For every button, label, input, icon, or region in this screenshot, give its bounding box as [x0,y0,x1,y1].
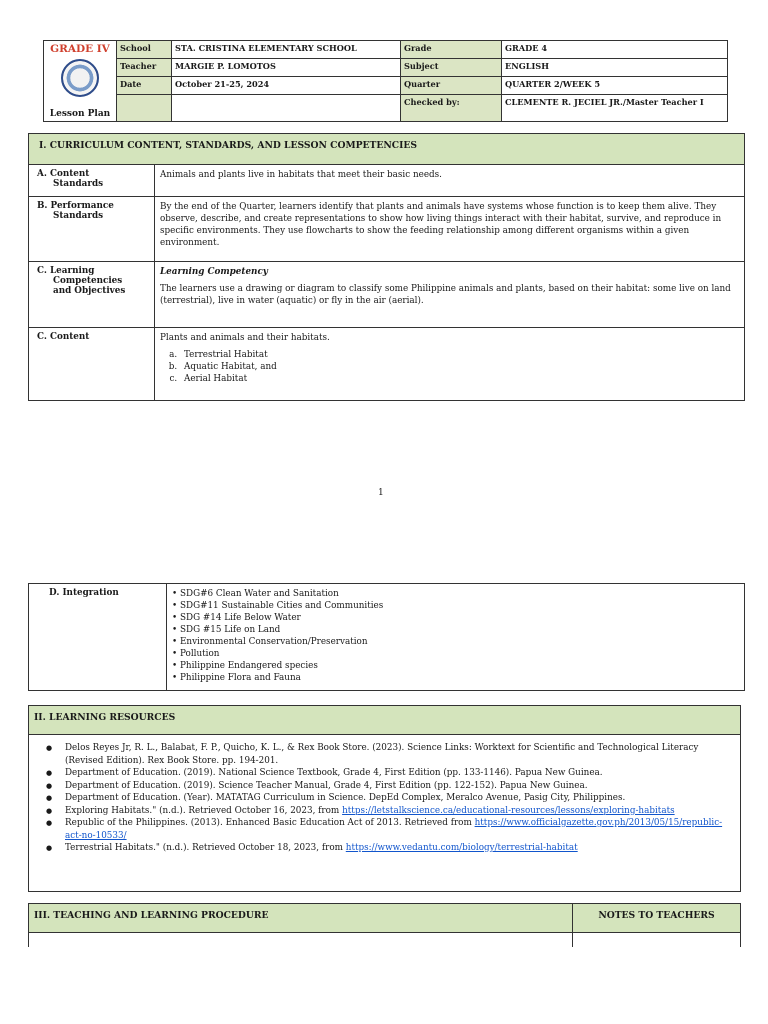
performance-standards-label [29,197,155,262]
competencies-label [29,262,155,328]
list-item: • SDG#6 Clean Water and Sanitation [172,589,339,599]
lesson-plan-label: Lesson Plan [49,109,111,119]
empty-label-cell [117,95,172,122]
integration-table [28,583,745,691]
resources-list [37,742,732,855]
learning-competency-heading: Learning Competency [160,267,268,277]
list-item: ● Department of Education. (2019). National Science Textbook, Grade 4, First Edition (pp. 133-1146). Papua New Guinea. [65,767,732,780]
content-standards-label [29,165,155,197]
competencies-label-line3: and Objectives [53,286,126,296]
list-item: b. Aquatic Habitat, and [180,361,739,373]
performance-standards-text [155,197,745,262]
grade-label: GRADE IV [50,43,110,55]
section-2-title: II. LEARNING RESOURCES [29,706,741,735]
checked-by-label: Checked by: [401,95,502,122]
content-standards-label-line2: Standards [53,179,104,189]
list-item: ● Department of Education. (2019). Science Teacher Manual, Grade 4, First Edition (pp. 122-152). Papua New Guinea. [65,780,732,793]
resource-text: Terrestrial Habitats." (n.d.). Retrieved October 18, 2023, from [65,843,346,853]
content-standards-text [155,165,745,197]
curriculum-table [28,133,745,401]
quarter-label: Quarter [401,77,502,95]
list-item: • Philippine Endangered species [172,661,318,671]
notes-body-cell [573,933,741,948]
content-paragraph: Plants and animals and their habitats. [160,333,330,343]
checked-by-value: CLEMENTE R. JECIEL JR./Master Teacher I [502,95,728,122]
list-item [65,817,732,842]
resources-cell [29,735,741,892]
resources-table [28,705,741,892]
empty-value-cell [172,95,401,122]
notes-to-teachers-header: NOTES TO TEACHERS [573,904,741,933]
content-standards-label-line1: A. Content [37,169,90,179]
list-item [65,805,732,818]
quarter-value: QUARTER 2/WEEK 5 [502,77,728,95]
school-value: STA. CRISTINA ELEMENTARY SCHOOL [172,41,401,59]
grade-value: GRADE 4 [502,41,728,59]
procedure-table [28,903,741,947]
procedure-body-cell [29,933,573,948]
teacher-value: MARGIE P. LOMOTOS [172,59,401,77]
vedantu-link[interactable]: https://www.vedantu.com/biology/terrestrial-habitat [345,843,578,853]
header-table [43,40,728,122]
integration-list-cell [167,584,745,691]
resource-text: Republic of the Philippines. (2013). Enhanced Basic Education Act of 2013. Retrieved from [65,818,475,828]
competencies-label-line2: Competencies [53,276,123,286]
section-1-title: I. CURRICULUM CONTENT, STANDARDS, AND LESSON COMPETENCIES [29,134,745,165]
performance-standards-label-line2: Standards [53,211,104,221]
header-logo-cell [44,41,117,122]
page-number: 1 [378,488,384,498]
list-item [65,842,732,855]
list-item: • Philippine Flora and Fauna [172,673,301,683]
habitat-list [160,349,739,385]
list-item: ● Delos Reyes Jr, R. L., Balabat, F. P., Quicho, K. L., & Rex Book Store. (2023). Science Links: Worktext for Scientific and Technological Literacy (Revised Edition). Rex Book Store. pp. 194-201. [65,742,732,767]
list-item: • SDG #15 Life on Land [172,625,281,635]
teacher-label: Teacher [117,59,172,77]
subject-value: ENGLISH [502,59,728,77]
performance-standards-label-line1: B. Performance [37,201,114,211]
subject-label: Subject [401,59,502,77]
list-item: • SDG #14 Life Below Water [172,613,301,623]
resource-text: Exploring Habitats." (n.d.). Retrieved October 16, 2023, from [65,805,343,816]
performance-standards-paragraph: By the end of the Quarter, learners identify that plants and animals have systems whose function is to keep them alive. They observe, describe, and create representations to show how living things interact with their habitat, survive, and reproduce in specific environments. They use flowcharts to show the feeding relationship among different organisms within a given environment. [160,202,722,248]
exploring-habitats-link[interactable]: https://letstalkscience.ca/educational-resources/lessons/exploring-habitats [342,805,675,816]
integration-label: D. Integration [29,584,167,691]
list-item: ● Department of Education. (Year). MATATAG Curriculum in Science. DepEd Complex, Meralco Avenue, Pasig City, Philippines. [65,792,732,805]
content-label: C. Content [29,328,155,401]
school-label: School [117,41,172,59]
list-item: a. Terrestrial Habitat [180,349,739,361]
integration-list [172,588,739,684]
learning-competency-paragraph: The learners use a drawing or diagram to classify some Philippine animals and plants, based on their habitat: some live on land (terrestrial), live in water (aquatic) or fly in the air (aerial). [160,284,731,306]
grade-field-label: Grade [401,41,502,59]
list-item: • SDG#11 Sustainable Cities and Communities [172,601,384,611]
date-label: Date [117,77,172,95]
list-item: c. Aerial Habitat [180,373,739,385]
date-value: October 21-25, 2024 [172,77,401,95]
list-item: • Environmental Conservation/Preservation [172,637,368,647]
deped-seal-icon [61,59,99,97]
section-3-title: III. TEACHING AND LEARNING PROCEDURE [29,904,573,933]
content-standards-paragraph: Animals and plants live in habitats that meet their basic needs. [160,170,442,180]
list-item: • Pollution [172,649,220,659]
competencies-label-line1: C. Learning [37,266,95,276]
official-gazette-link[interactable]: https://www.officialgazette.gov.ph/2013/05/15/republic-act-no-10533/ [65,818,723,841]
content-text [155,328,745,401]
competencies-text [155,262,745,328]
